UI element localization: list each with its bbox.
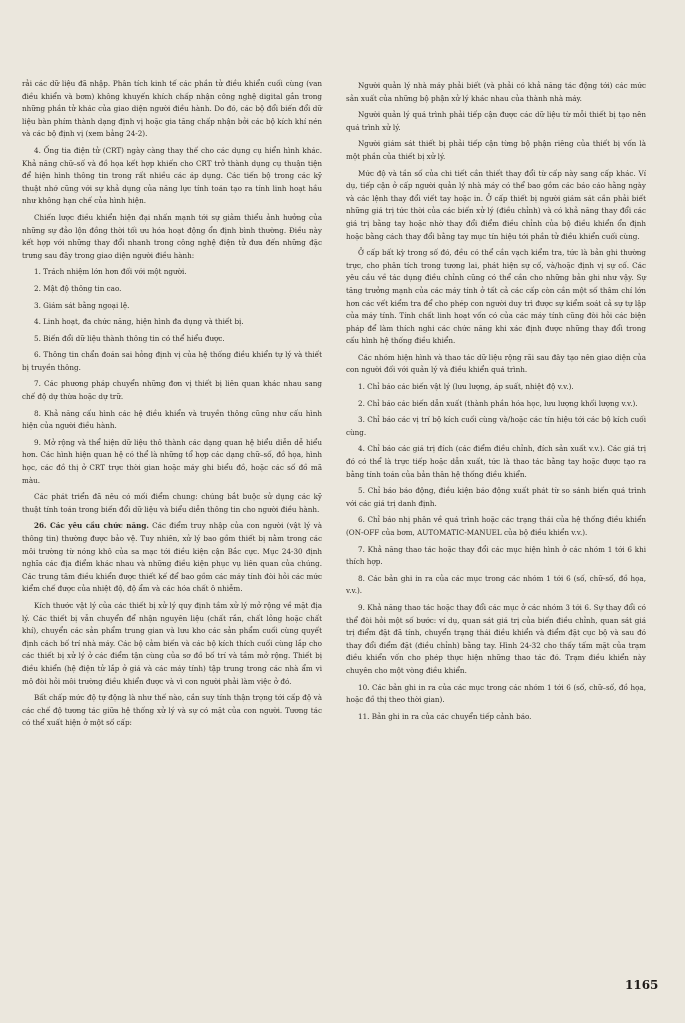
paragraph: Người giám sát thiết bị phải tiếp cận từng bộ phận riêng của thiết bị vốn là một phần của thiết bị xử lý.: [346, 139, 646, 161]
list-item: 9. Khả năng thao tác hoặc thay đổi các mục ở các nhóm 3 tới 6. Sự thay đổi có thể đòi hỏi một số bước: ví dụ, quan sát giá trị của biến điều chỉnh, quan sát giá trị điểm đặt đã tính, chuyển trạng thái điều khiển và điểm đặt cục bộ và sau đó thay đổi điểm đặt (điều chỉnh) bằng tay. Hình 24-32 cho thấy tấm mặt của trạm điều khiển vốn cho phép thực hiện những thao tác đó. Trạm điều khiển này chuyên cho một vòng điều khiển.: [346, 602, 646, 675]
paragraph: Kích thước vật lý của các thiết bị xử lý quy định tầm xử lý mở rộng về mặt địa lý. Các thiết bị vẫn chuyển để nhận nguyên liệu (chất rắn, chất lỏng hoặc chất khí), chuyển các sản phẩm trung gian và lưu kho các sản phẩm cuối cùng quyết định cách bố trí nhà máy. Các bộ cảm biến và các bộ kích thích cuối cùng lắp cho các thiết bị xử lý ở các điểm tận cùng của sơ đồ bố trí và tầm mở rộng. Thiết bị điều khiển (hệ điện tử lắp ở giá và các máy tính) tập trung trong các nhà ẩm vi mô đòi hỏi môi trường điều khiển được và vì con người phải làm việc ở đó.: [22, 600, 322, 686]
list-item: 2. Mật độ thông tin cao.: [34, 283, 122, 293]
list-item: 9. Mở rộng và thể hiện dữ liệu thô thành các dạng quan hệ biểu diễn dễ hiểu hơn. Các hình hiện quan hệ có thể là những tổ hợp các dạng chữ–số, đồ họa, hình học, các đồ thị ở CRT trực thời gian hoặc máy ghi biểu đồ, hoặc các số đồ mã màu.: [22, 437, 322, 485]
list-item: 1. Chỉ báo các biến vật lý (lưu lượng, áp suất, nhiệt độ v.v.).: [358, 382, 574, 392]
right-column: [346, 80, 646, 727]
list-item: 4. Chỉ báo các giá trị đích (các điểm điều chỉnh, đích sản xuất v.v.). Các giá trị đó có thể là trực tiếp hoặc dẫn xuất, tức là thao tác bằng tay hoặc được tạo ra bằng tính toán của bản thân hệ thống điều khiển.: [346, 444, 646, 479]
section-paragraph: [22, 520, 322, 596]
list-item: 8. Khả năng cấu hình các hệ điều khiển và truyền thông cũng như cấu hình hiện của người điều hành.: [22, 408, 322, 431]
paragraph: Bất chấp mức độ tự động là như thế nào, cần suy tính thận trọng tới cấp độ và các chế độ tương tác giữa hệ thống xử lý và sự có mặt của con người. Tương tác có thể xuất hiện ở một số cấp:: [22, 693, 322, 728]
list-item: 11. Bản ghi in ra của các chuyển tiếp cảnh báo.: [358, 711, 532, 721]
list-item: 4. Linh hoạt, đa chức năng, hiện hình đa dụng và thiết bị.: [34, 317, 244, 327]
list-item: 5. Biến đổi dữ liệu thành thông tin có thể hiểu được.: [34, 333, 225, 343]
list-item: 6. Chỉ báo nhị phân về quá trình hoặc các trạng thái của hệ thống điều khiển (ON-OFF của bơm, AUTOMATIC-MANUEL của bộ điều khiển v.v.).: [346, 515, 646, 537]
list-item: 2. Chỉ báo các biến dẫn xuất (thành phần hóa học, lưu lượng khối lượng v.v.).: [358, 398, 638, 408]
list-item: 7. Các phương pháp chuyển những đơn vị thiết bị liên quan khác nhau sang chế độ dự thừa hoặc dự trữ.: [22, 379, 322, 402]
section-heading: 26. Các yêu cầu chức năng.: [34, 521, 149, 531]
list-item: 3. Chỉ báo các vị trí bộ kích cuối cùng và/hoặc các tín hiệu tới các bộ kích cuối cùng.: [346, 415, 646, 437]
list-item: 10. Các bản ghi in ra của các mục trong các nhóm 1 tới 6 (số, chữ–số, đồ họa, hoặc đồ thị theo thời gian).: [346, 682, 646, 705]
section-body: Các điểm truy nhập của con người (vật lý và thông tin) thường được bảo vệ. Tuy nhiên, xử lý bao gồm thiết bị nằm trong các môi trường từ nóng khô của sa mạc tới điều kiện cận Bắc cực. Mục 24-30 định nghĩa các địa điểm khác nhau và những điều kiện phục vụ liên quan của chúng. Các trung tâm điều khiển được thiết kế để bao gồm các máy tính đòi hỏi các mức kiểm chế được của nhiệt độ, độ ẩm và các hóa chất ô nhiễm.: [22, 521, 322, 594]
list-item: 8. Các bản ghi in ra của các mục trong các nhóm 1 tới 6 (số, chữ-số, đồ họa, v.v.).: [346, 573, 646, 596]
paragraph: Các nhóm hiện hình và thao tác dữ liệu rộng rãi sau đây tạo nên giao diện của con người đối với quản lý và điều khiển quá trình.: [346, 352, 646, 375]
list-item: 6. Thông tin chẩn đoán sai hỏng định vị của hệ thống điều khiển tự lý và thiết bị truyền thông.: [22, 350, 322, 372]
paragraph: Chiến lược điều khiển hiện đại nhấn mạnh tới sự giảm thiểu ảnh hưởng của những sự đảo lộn đồng thời tối ưu hóa hoạt động ổn định bình thường. Điều này kết hợp với những thay đổi nhanh trong công nghệ điện tử đưa đến những đặc trưng sau đây trong giao diện người điều hành:: [22, 212, 322, 260]
list-item: 3. Giám sát bằng ngoại lệ.: [34, 300, 130, 310]
paragraph: rải các dữ liệu đã nhập. Phân tích kinh tế các phần tử điều khiển cuối cùng (van điều khiển và bơm) không khuyến khích chấp nhận công nghệ digital gắn trong những phần tử khác của giao diện người điều hành. Do đó, các bộ đổi biến đổi dữ liệu bàn phím thành dạng định vị hoặc gia tăng chấp nhận bởi các bộ kích khí nén và các bộ định vị (xem bảng 24-2).: [22, 79, 322, 139]
paragraph: 4. Ống tia điện tử (CRT) ngày càng thay thế cho các dụng cụ hiển hình khác. Khả năng chữ–số và đồ họa kết hợp khiến cho CRT trở thành dụng cụ thuận tiện để hiện hình thông tin trong rất nhiều các áp dụng. Các tiến bộ trong các kỹ thuật nhớ cũng với sự khả dụng của năng lực tính toán tạo ra tính linh hoạt hầu như không hạn chế của hình hiện.: [22, 145, 322, 206]
paragraph: Các phát triển đã nêu có mối điểm chung: chúng bắt buộc sử dụng các kỹ thuật tính toán trong biến đổi dữ liệu và biểu diễn thông tin cho người điều hành.: [22, 492, 322, 514]
page-number: 1165: [625, 978, 659, 992]
paragraph: Người quản lý nhà máy phải biết (và phải có khả năng tác động tới) các mức sản xuất của những bộ phận xử lý khác nhau của thành nhà máy.: [346, 81, 646, 103]
list-item: 7. Khả năng thao tác hoặc thay đổi các mục hiện hình ở các nhóm 1 tới 6 khi thích hợp.: [346, 544, 646, 567]
paragraph: Người quản lý quá trình phải tiếp cận được các dữ liệu từ mỗi thiết bị tạo nên quá trình xử lý.: [346, 110, 646, 132]
list-item: 5. Chỉ báo báo động, điều kiện báo động xuất phát từ so sánh biến quá trình với các giá trị danh định.: [346, 486, 646, 508]
paragraph: Ở cấp bất kỳ trong số đó, đều có thể cần vạch kiểm tra, tức là bản ghi thường trực, cho phân tích trong tương lai, phát hiện sự cố, và/hoặc định vị sự cố. Các yêu cầu về tác dụng điều chỉnh cũng có thể cần cho những bản ghi như vậy. Sự tăng trưởng mạnh của các máy tính ở tất cả các cấp còn cần một số thâm chí lớn hơn các vết kiểm tra để cho phép con người duy trì được sự kiểm soát cả sự tự lập của máy tính. Tính chất linh hoạt vốn có của các máy tính cũng đòi hỏi các biện pháp để làm thích nghi các chức năng khi xác định được những thay đổi trong cấu hình hệ thống điều khiển.: [346, 248, 646, 346]
left-column: [22, 78, 322, 734]
paragraph: Mức độ và tần số của chi tiết cần thiết thay đổi từ cấp này sang cấp khác. Ví dụ, tiếp cận ở cấp người quản lý nhà máy có thể bao gồm các báo cáo hằng ngày và các lệnh thay đổi viết tay hoặc in. Ở cấp thiết bị người giám sát cần phải biết những giá trị tức thời của các biến xử lý (điều chỉnh) và có khả năng thay đổi các giá trị bằng tay hoặc nhờ thay đổi điểm điều chỉnh của bộ điều khiển ổn định hoặc bằng cách thay đổi bằng tay mục tín hiệu tới phần tử điều khiển cuối cùng.: [346, 168, 646, 241]
list-item: 1. Trách nhiệm lớn hơn đối với một người.: [34, 267, 187, 277]
